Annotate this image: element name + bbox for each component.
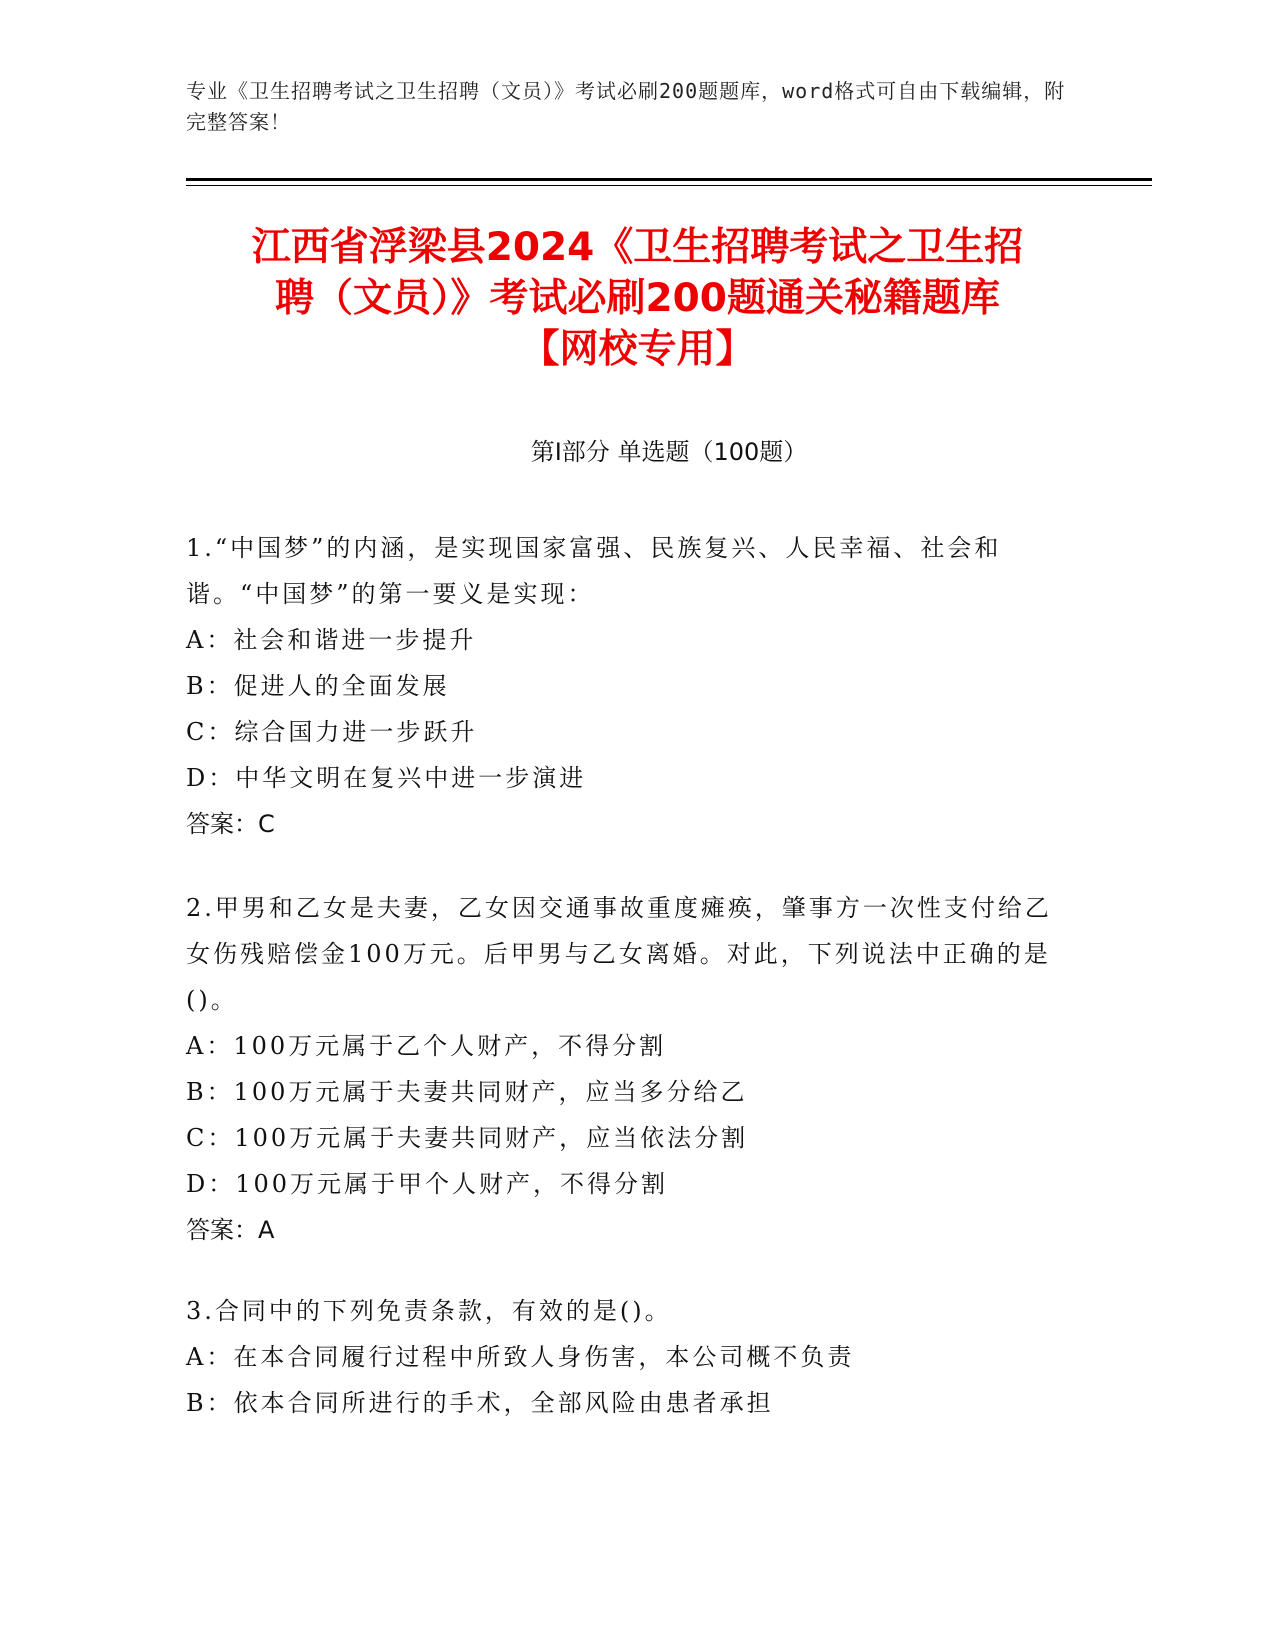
document-title-line-1: 江西省浮梁县2024《卫生招聘考试之卫生招 xyxy=(251,225,1024,270)
header-note: 专业《卫生招聘考试之卫生招聘（文员）》考试必刷200题题库，word格式可自由下载编辑，附完整答案！ xyxy=(186,79,1066,134)
option-a: A：在本合同履行过程中所致人身伤害，本公司概不负责 xyxy=(186,1343,855,1371)
question-1 xyxy=(186,525,1066,847)
option-b: B：依本合同所进行的手术，全部风险由患者承担 xyxy=(186,1389,774,1417)
option-a: A：100万元属于乙个人财产，不得分割 xyxy=(186,1032,667,1060)
document-title-line-2: 聘（文员）》考试必刷200题通关秘籍题库 xyxy=(275,276,1000,321)
question-text: 1.“中国梦”的内涵，是实现国家富强、民族复兴、人民幸福、社会和谐。“中国梦”的第一要义是实现： xyxy=(186,534,1002,608)
question-2 xyxy=(186,885,1066,1253)
question-3 xyxy=(186,1288,1066,1426)
question-text: 3.合同中的下列免责条款，有效的是()。 xyxy=(186,1297,672,1325)
option-c: C：100万元属于夫妻共同财产，应当依法分割 xyxy=(186,1124,749,1152)
option-c: C：综合国力进一步跃升 xyxy=(186,718,478,746)
document-title xyxy=(150,222,1125,375)
option-d: D：中华文明在复兴中进一步演进 xyxy=(186,764,587,792)
answer: 答案：C xyxy=(186,810,275,838)
question-text: 2.甲男和乙女是夫妻，乙女因交通事故重度瘫痪，肇事方一次性支付给乙女伤残赔偿金100万元。后甲男与乙女离婚。对此，下列说法中正确的是()。 xyxy=(186,894,1052,1014)
header-divider-thick xyxy=(186,178,1152,181)
option-d: D：100万元属于甲个人财产，不得分割 xyxy=(186,1170,669,1198)
option-b: B：促进人的全面发展 xyxy=(186,672,450,700)
header-divider-thin xyxy=(186,185,1152,186)
answer: 答案：A xyxy=(186,1216,275,1244)
section-title: 第Ⅰ部分 单选题（100题） xyxy=(530,438,808,466)
option-b: B：100万元属于夫妻共同财产，应当多分给乙 xyxy=(186,1078,748,1106)
option-a: A：社会和谐进一步提升 xyxy=(186,626,477,654)
document-title-line-3: 【网校专用】 xyxy=(520,327,755,372)
